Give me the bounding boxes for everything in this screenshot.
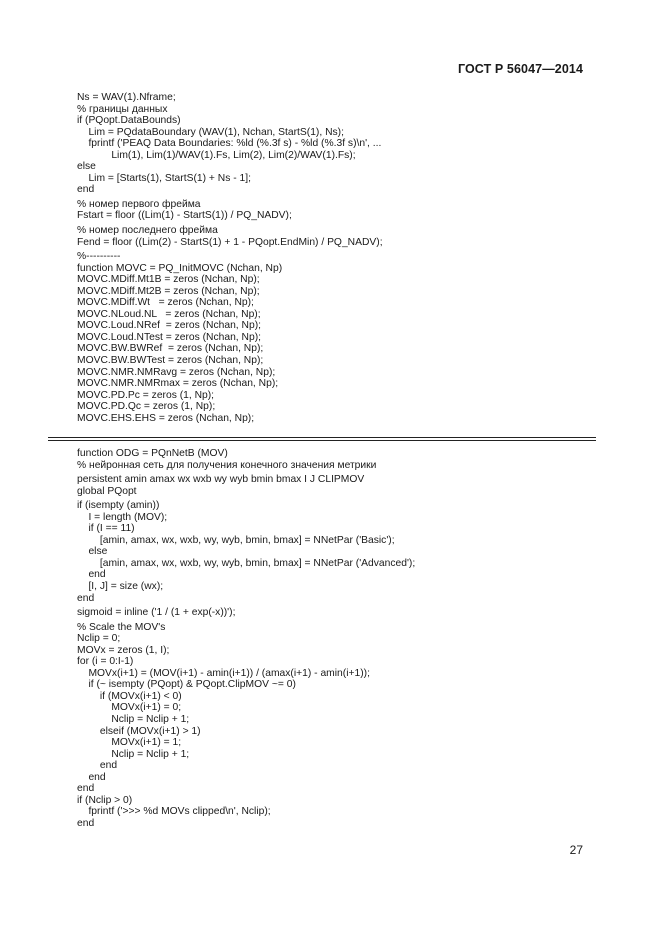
code-line: MOVC.NLoud.NL = zeros (Nchan, Np); [77,308,261,320]
code-line: fprintf ('>>> %d MOVs clipped\n', Nclip); [77,806,271,818]
code-line: % границы данных [77,103,168,115]
code-line: if (MOVx(i+1) < 0) [77,690,182,702]
code-line: MOVC.NMR.NMRavg = zeros (Nchan, Np); [77,366,276,378]
code-line: if (isempty (amin)) [77,500,160,512]
code-line: end [77,760,118,772]
code-line: Fend = floor ((Lim(2) - StartS(1) + 1 - PQopt.EndMin) / PQ_NADV); [77,236,383,248]
code-line: function ODG = PQnNetB (MOV) [77,448,228,459]
code-line: % номер первого фрейма [77,198,201,210]
code-line: Nclip = Nclip + 1; [77,748,190,760]
code-line: Ns = WAV(1).Nframe; [77,92,176,103]
page-number: 27 [569,843,583,857]
code-line: MOVx(i+1) = 1; [77,737,182,749]
code-line: %---------- [77,251,121,263]
code-line: else [77,161,96,173]
code-line: function MOVC = PQ_InitMOVC (Nchan, Np) [77,262,283,274]
code-listing-bottom [77,448,597,830]
code-line: [amin, amax, wx, wxb, wy, wyb, bmin, bmax] = NNetPar ('Advanced'); [77,557,416,569]
code-line: Nclip = 0; [77,633,121,645]
code-line: end [77,783,95,795]
standard-designation: ГОСТ Р 56047—2014 [457,62,583,76]
code-line: MOVx(i+1) = (MOV(i+1) - amin(i+1)) / (amax(i+1) - amin(i+1)); [77,667,370,679]
page-separator-line [48,437,596,438]
code-line: end [77,771,106,783]
code-line: % Scale the MOV's [77,621,166,633]
code-line: MOVx = zeros (1, I); [77,644,170,656]
code-line: fprintf ('PEAQ Data Boundaries: %ld (%.3f s) - %ld (%.3f s)\n', ... [77,138,382,150]
code-line: I = length (MOV); [77,511,168,523]
code-line: MOVC.PD.Pc = zeros (1, Np); [77,389,215,401]
code-line: elseif (MOVx(i+1) > 1) [77,725,201,737]
code-line: global PQopt [77,485,137,497]
code-line: MOVC.Loud.NTest = zeros (Nchan, Np); [77,331,261,343]
code-line: MOVC.NMR.NMRmax = zeros (Nchan, Np); [77,378,279,390]
code-line: for (i = 0:I-1) [77,656,134,668]
code-line: % номер последнего фрейма [77,225,218,237]
code-line: MOVC.MDiff.Wt = zeros (Nchan, Np); [77,297,254,309]
code-line: if (Nclip > 0) [77,794,133,806]
code-line: end [77,592,95,604]
code-line: MOVC.BW.BWTest = zeros (Nchan, Np); [77,355,264,367]
code-line: [I, J] = size (wx); [77,581,164,593]
code-listing-top [77,92,597,424]
code-line: persistent amin amax wx wxb wy wyb bmin bmax I J CLIPMOV [77,474,365,486]
page-separator-line-second [48,440,596,441]
code-line: if (I == 11) [77,523,135,535]
code-line: MOVC.PD.Qc = zeros (1, Np); [77,401,216,413]
code-line: [amin, amax, wx, wxb, wy, wyb, bmin, bmax] = NNetPar ('Basic'); [77,534,395,546]
code-line: else [77,546,108,558]
code-line: if (~ isempty (PQopt) & PQopt.ClipMOV ~= 0) [77,679,296,691]
code-line: end [77,184,95,196]
code-line: MOVC.MDiff.Mt2B = zeros (Nchan, Np); [77,285,260,297]
code-line: MOVC.Loud.NRef = zeros (Nchan, Np); [77,320,261,332]
code-line: MOVC.BW.BWRef = zeros (Nchan, Np); [77,343,264,355]
code-line: Lim = [Starts(1), StartS(1) + Ns - 1]; [77,172,251,184]
code-line: MOVC.EHS.EHS = zeros (Nchan, Np); [77,412,255,424]
code-line: if (PQopt.DataBounds) [77,115,181,127]
code-line: Nclip = Nclip + 1; [77,714,190,726]
code-line: MOVx(i+1) = 0; [77,702,182,714]
code-line: end [77,817,95,829]
code-line: Lim(1), Lim(1)/WAV(1).Fs, Lim(2), Lim(2)/WAV(1).Fs); [77,149,356,161]
code-line: MOVC.MDiff.Mt1B = zeros (Nchan, Np); [77,274,260,286]
code-line: Fstart = floor ((Lim(1) - StartS(1)) / PQ_NADV); [77,210,292,222]
code-line: sigmoid = inline ('1 / (1 + exp(-x))'); [77,607,236,619]
code-line: Lim = PQdataBoundary (WAV(1), Nchan, StartS(1), Ns); [77,126,344,138]
code-line: % нейронная сеть для получения конечного значения метрики [77,459,377,471]
code-line: end [77,569,106,581]
